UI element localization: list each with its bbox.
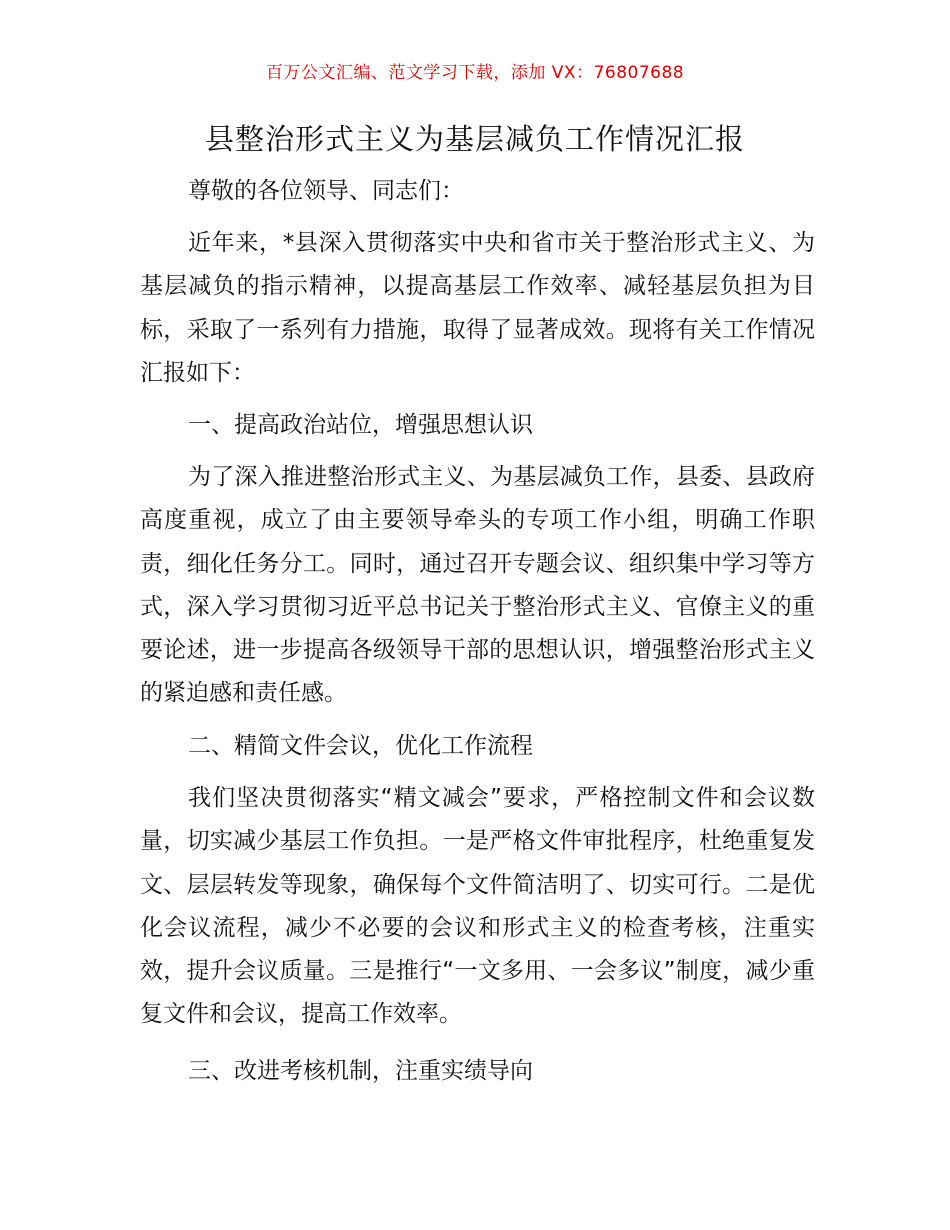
section-heading: 一、提高政治站位，增强思想认识 — [188, 412, 533, 438]
section-3-heading-block — [140, 1050, 815, 1093]
section-1-heading-block — [140, 404, 815, 447]
section-2-body-block — [140, 777, 815, 1037]
section-heading: 二、精简文件会议，优化工作流程 — [188, 733, 533, 759]
section-2-heading-block — [140, 725, 815, 768]
intro-paragraph: 近年来，*县深入贯彻落实中央和省市关于整治形式主义、为基层减负的指示精神，以提高基层工作效率、减轻基层负担为目标，采取了一系列有力措施，取得了显著成效。现将有关工作情况汇报如下： — [140, 230, 815, 386]
salutation: 尊敬的各位领导、同志们： — [188, 178, 464, 204]
section-paragraph: 为了深入推进整治形式主义、为基层减负工作，县委、县政府高度重视，成立了由主要领导牵头的专项工作小组，明确工作职责，细化任务分工。同时，通过召开专题会议、组织集中学习等方式，深入学习贯彻习近平总书记关于整治形式主义、官僚主义的重要论述，进一步提高各级领导干部的思想认识，增强整治形式主义的紧迫感和责任感。 — [140, 464, 815, 707]
intro-block — [140, 222, 815, 395]
section-paragraph: 我们坚决贯彻落实“精文减会”要求，严格控制文件和会议数量，切实减少基层工作负担。一是严格文件审批程序，杜绝重复发文、层层转发等现象，确保每个文件简洁明了、切实可行。二是优化会议流程，减少不必要的会议和形式主义的检查考核，注重实效，提升会议质量。三是推行“一文多用、一会多议”制度，减少重复文件和会议，提高工作效率。 — [140, 785, 815, 1028]
header-note: 百万公文汇编、范文学习下载，添加 VX：76807688 — [265, 63, 685, 83]
section-heading: 三、改进考核机制，注重实绩导向 — [188, 1058, 533, 1084]
section-1-body-block — [140, 456, 815, 716]
salutation-block — [140, 170, 815, 213]
document-title: 县整治形式主义为基层减负工作情况汇报 — [204, 122, 745, 156]
